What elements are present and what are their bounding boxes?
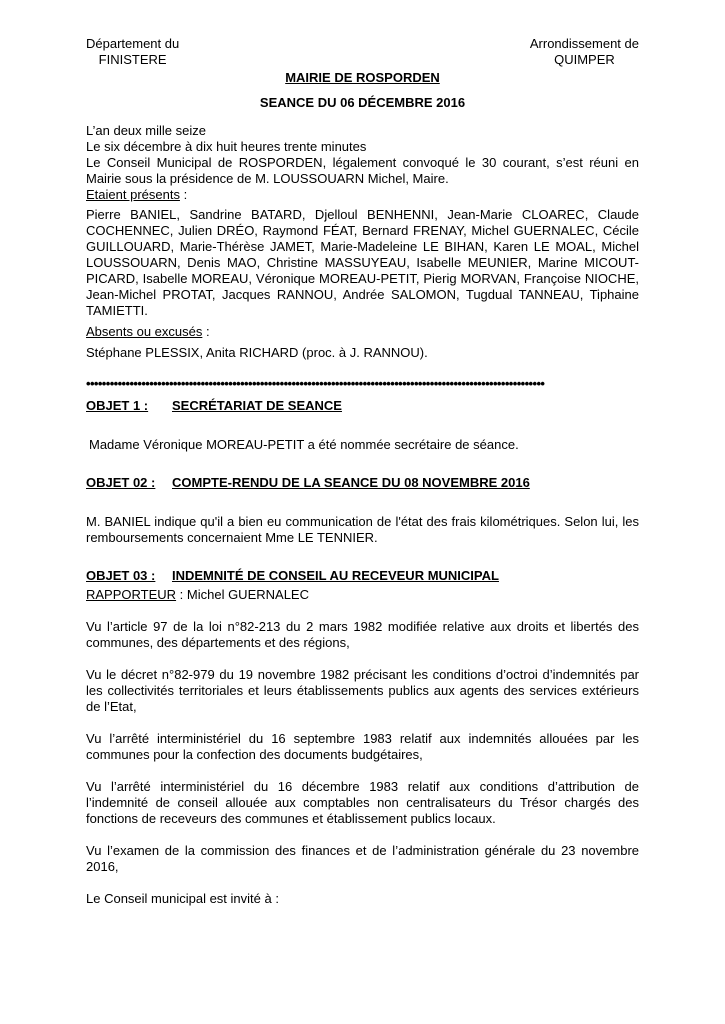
- objet-2-text: M. BANIEL indique qu'il a bien eu communication de l'état des frais kilométriques. Selon lui, les remboursements concernaient Mme LE TENNIER.: [86, 514, 639, 545]
- arrondissement-block: [530, 36, 639, 68]
- vu-commission: Vu l’examen de la commission des finances et de l’administration générale du 23 novembre 2016,: [86, 843, 639, 874]
- intro-convocation: Le Conseil Municipal de ROSPORDEN, légalement convoqué le 30 courant, s’est réuni en Mairie sous la présidence de M. LOUSSOUARN Michel, Maire.: [86, 155, 639, 186]
- rapporteur-name: : Michel GUERNALEC: [176, 587, 309, 602]
- departement-label: Département du: [86, 36, 180, 51]
- presents-list: Pierre BANIEL, Sandrine BATARD, Djelloul BENHENNI, Jean-Marie CLOAREC, Claude COCHENNEC, Julien DRÉO, Raymond FÉAT, Bernard FRENAY, Michel GUERNALEC, Cécile GUILLOUARD, Marie-Thérèse JAMET, Marie-Madeleine LE BIHAN, Karen LE MOAL, Michel LOUSSOUARN, Denis MAO, Christine MASSUYEAU, Isabelle MEUNIER, Marine MICOUT-PICARD, Isabelle MOREAU, Véronique MOREAU-PETIT, Pierig MORVAN, Françoise NIOCHE, Jean-Michel PROTAT, Jacques RANNOU, Andrée SALOMON, Tugdual TANNEAU, Tiphaine TAMIETTI.: [86, 207, 639, 318]
- objet-3-heading: [86, 568, 639, 584]
- absents-heading: [86, 324, 639, 340]
- objet-1-label: SECRÉTARIAT DE SEANCE: [172, 398, 342, 413]
- objet-2-heading: [86, 475, 639, 491]
- intro-time: Le six décembre à dix huit heures trente minutes: [86, 139, 367, 154]
- intro-year: L’an deux mille seize: [86, 123, 206, 138]
- arrondissement-name: QUIMPER: [554, 52, 615, 67]
- absents-colon: :: [202, 324, 210, 339]
- absents-label: Absents ou excusés: [86, 324, 203, 339]
- mairie-title: MAIRIE DE ROSPORDEN: [285, 70, 440, 85]
- objet-2-label: COMPTE-RENDU DE LA SEANCE DU 08 NOVEMBRE 2016: [172, 475, 530, 490]
- objet-2-number: OBJET 02 :: [86, 475, 156, 490]
- vu-arrete-septembre-1983: Vu l’arrêté interministériel du 16 septembre 1983 relatif aux indemnités allouées par les communes pour la confection des documents budgétaires,: [86, 731, 639, 762]
- objet-1-heading: [86, 398, 639, 414]
- departement-block: [86, 36, 179, 68]
- document-header: [86, 36, 639, 70]
- absents-list: Stéphane PLESSIX, Anita RICHARD (proc. à J. RANNOU).: [86, 345, 428, 360]
- presents-colon: :: [179, 187, 188, 202]
- vu-decret-1982: Vu le décret n°82-979 du 19 novembre 1982 précisant les conditions d’octroi d’indemnités par les collectivités territoriales et leurs établissements publics aux agents des services extérieurs de l’Etat,: [86, 667, 639, 714]
- vu-loi-1982: Vu l’article 97 de la loi n°82-213 du 2 mars 1982 modifiée relative aux droits et libertés des communes, des départements et des régions,: [86, 619, 639, 650]
- vu-arrete-decembre-1983: Vu l’arrêté interministériel du 16 décembre 1983 relatif aux conditions d’attribution de l’indemnité de conseil allouée aux comptables non centralisateurs du Trésor chargés des fonctions de receveurs des communes et établissement publics locaux.: [86, 779, 639, 826]
- presents-heading: [86, 187, 639, 203]
- document-page: [86, 36, 639, 907]
- presents-label: Etaient présents: [86, 187, 180, 202]
- rapporteur-label: RAPPORTEUR: [86, 587, 177, 602]
- arrondissement-label: Arrondissement de: [529, 36, 639, 51]
- rapporteur-line: [86, 587, 639, 603]
- conseil-invite: Le Conseil municipal est invité à :: [86, 891, 279, 906]
- objet-3-label: INDEMNITÉ DE CONSEIL AU RECEVEUR MUNICIPAL: [172, 568, 499, 583]
- objet-1-text: Madame Véronique MOREAU-PETIT a été nommée secrétaire de séance.: [89, 437, 519, 452]
- separator-dots: ••••••••••••••••••••••••••••••••••••••••••••••••••••••••••••••••••••••••••••••••••••••••••••••••••••••••••••••••••••: [86, 376, 545, 391]
- objet-1-number: OBJET 1 :: [86, 398, 149, 413]
- seance-title: SEANCE DU 06 DÉCEMBRE 2016: [259, 95, 466, 110]
- departement-name: FINISTERE: [98, 52, 167, 67]
- objet-3-number: OBJET 03 :: [86, 568, 156, 583]
